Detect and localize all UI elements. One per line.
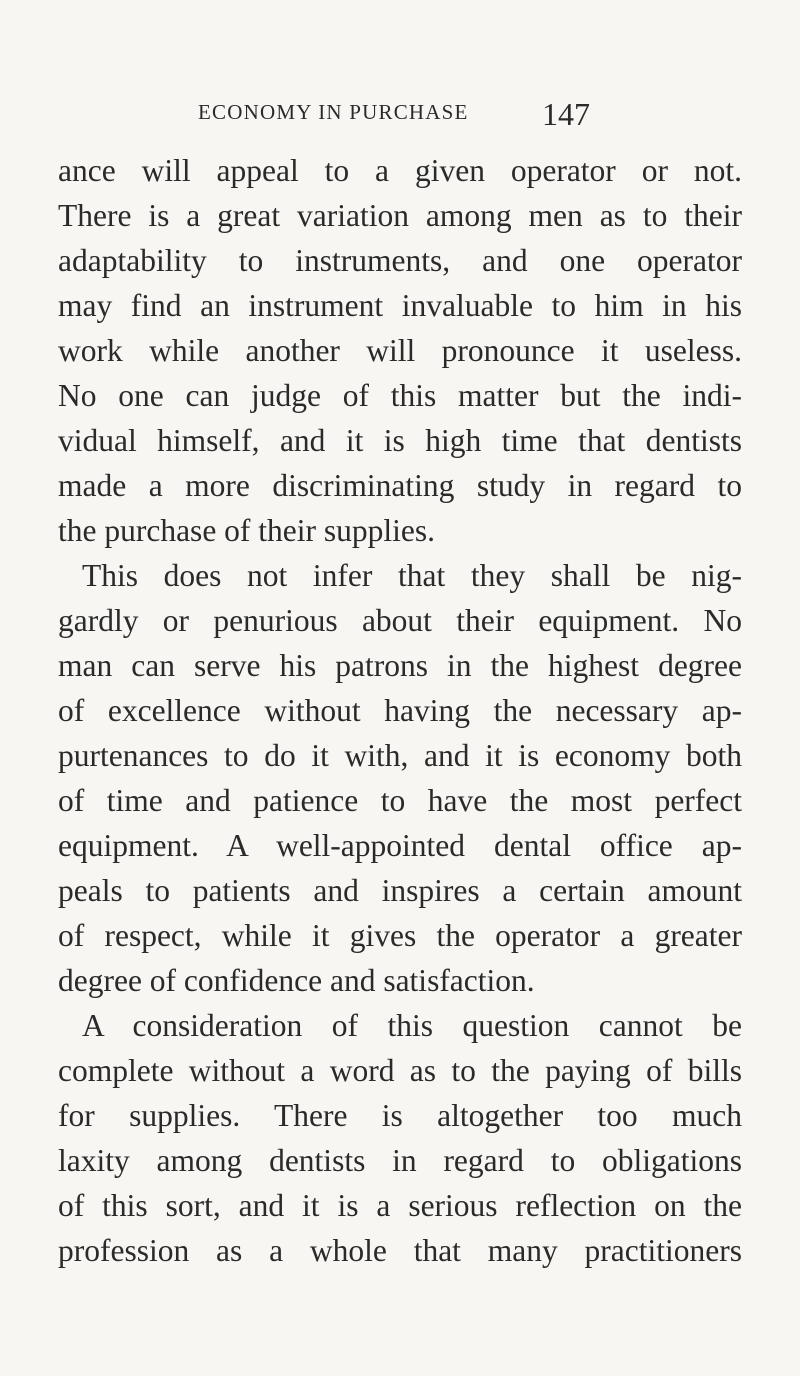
text-line: degree of confidence and satisfaction. [58,963,535,998]
text-line: peals to patients and inspires a certain amount [58,873,742,908]
text-line: of this sort, and it is a serious reflection on the [58,1188,742,1223]
text-line: of excellence without having the necessary ap- [58,693,742,728]
text-line: of respect, while it gives the operator a greater [58,918,742,953]
text-line: work while another will pronounce it useless. [58,333,742,368]
text-line: purtenances to do it with, and it is economy both [58,738,742,773]
text-line: the purchase of their supplies. [58,513,436,548]
text-line: adaptability to instruments, and one operator [58,243,742,278]
text-line: of time and patience to have the most perfect [58,783,742,818]
text-line: man can serve his patrons in the highest degree [58,648,742,683]
text-line: laxity among dentists in regard to obligations [58,1143,742,1178]
running-title: ECONOMY IN PURCHASE [198,100,469,124]
text-line: equipment. A well-appointed dental office ap- [58,828,742,863]
text-line: made a more discriminating study in regard to [58,468,742,503]
text-line: ance will appeal to a given operator or not. [58,153,742,188]
text-line: vidual himself, and it is high time that dentists [58,423,742,458]
text-line: complete without a word as to the paying of bills [58,1053,742,1088]
text-line: There is a great variation among men as to their [58,198,742,233]
page-number: 147 [542,96,590,132]
text-line: for supplies. There is altogether too much [58,1098,742,1133]
text-line: A consideration of this question cannot be [82,1008,742,1043]
body-text [58,148,742,1273]
text-line: gardly or penurious about their equipment. No [58,603,742,638]
text-line: profession as a whole that many practitioners [58,1233,742,1268]
text-line: may find an instrument invaluable to him in his [58,288,742,323]
running-head [198,92,598,132]
text-line: No one can judge of this matter but the indi- [58,378,742,413]
text-line: This does not infer that they shall be nig- [82,558,742,593]
